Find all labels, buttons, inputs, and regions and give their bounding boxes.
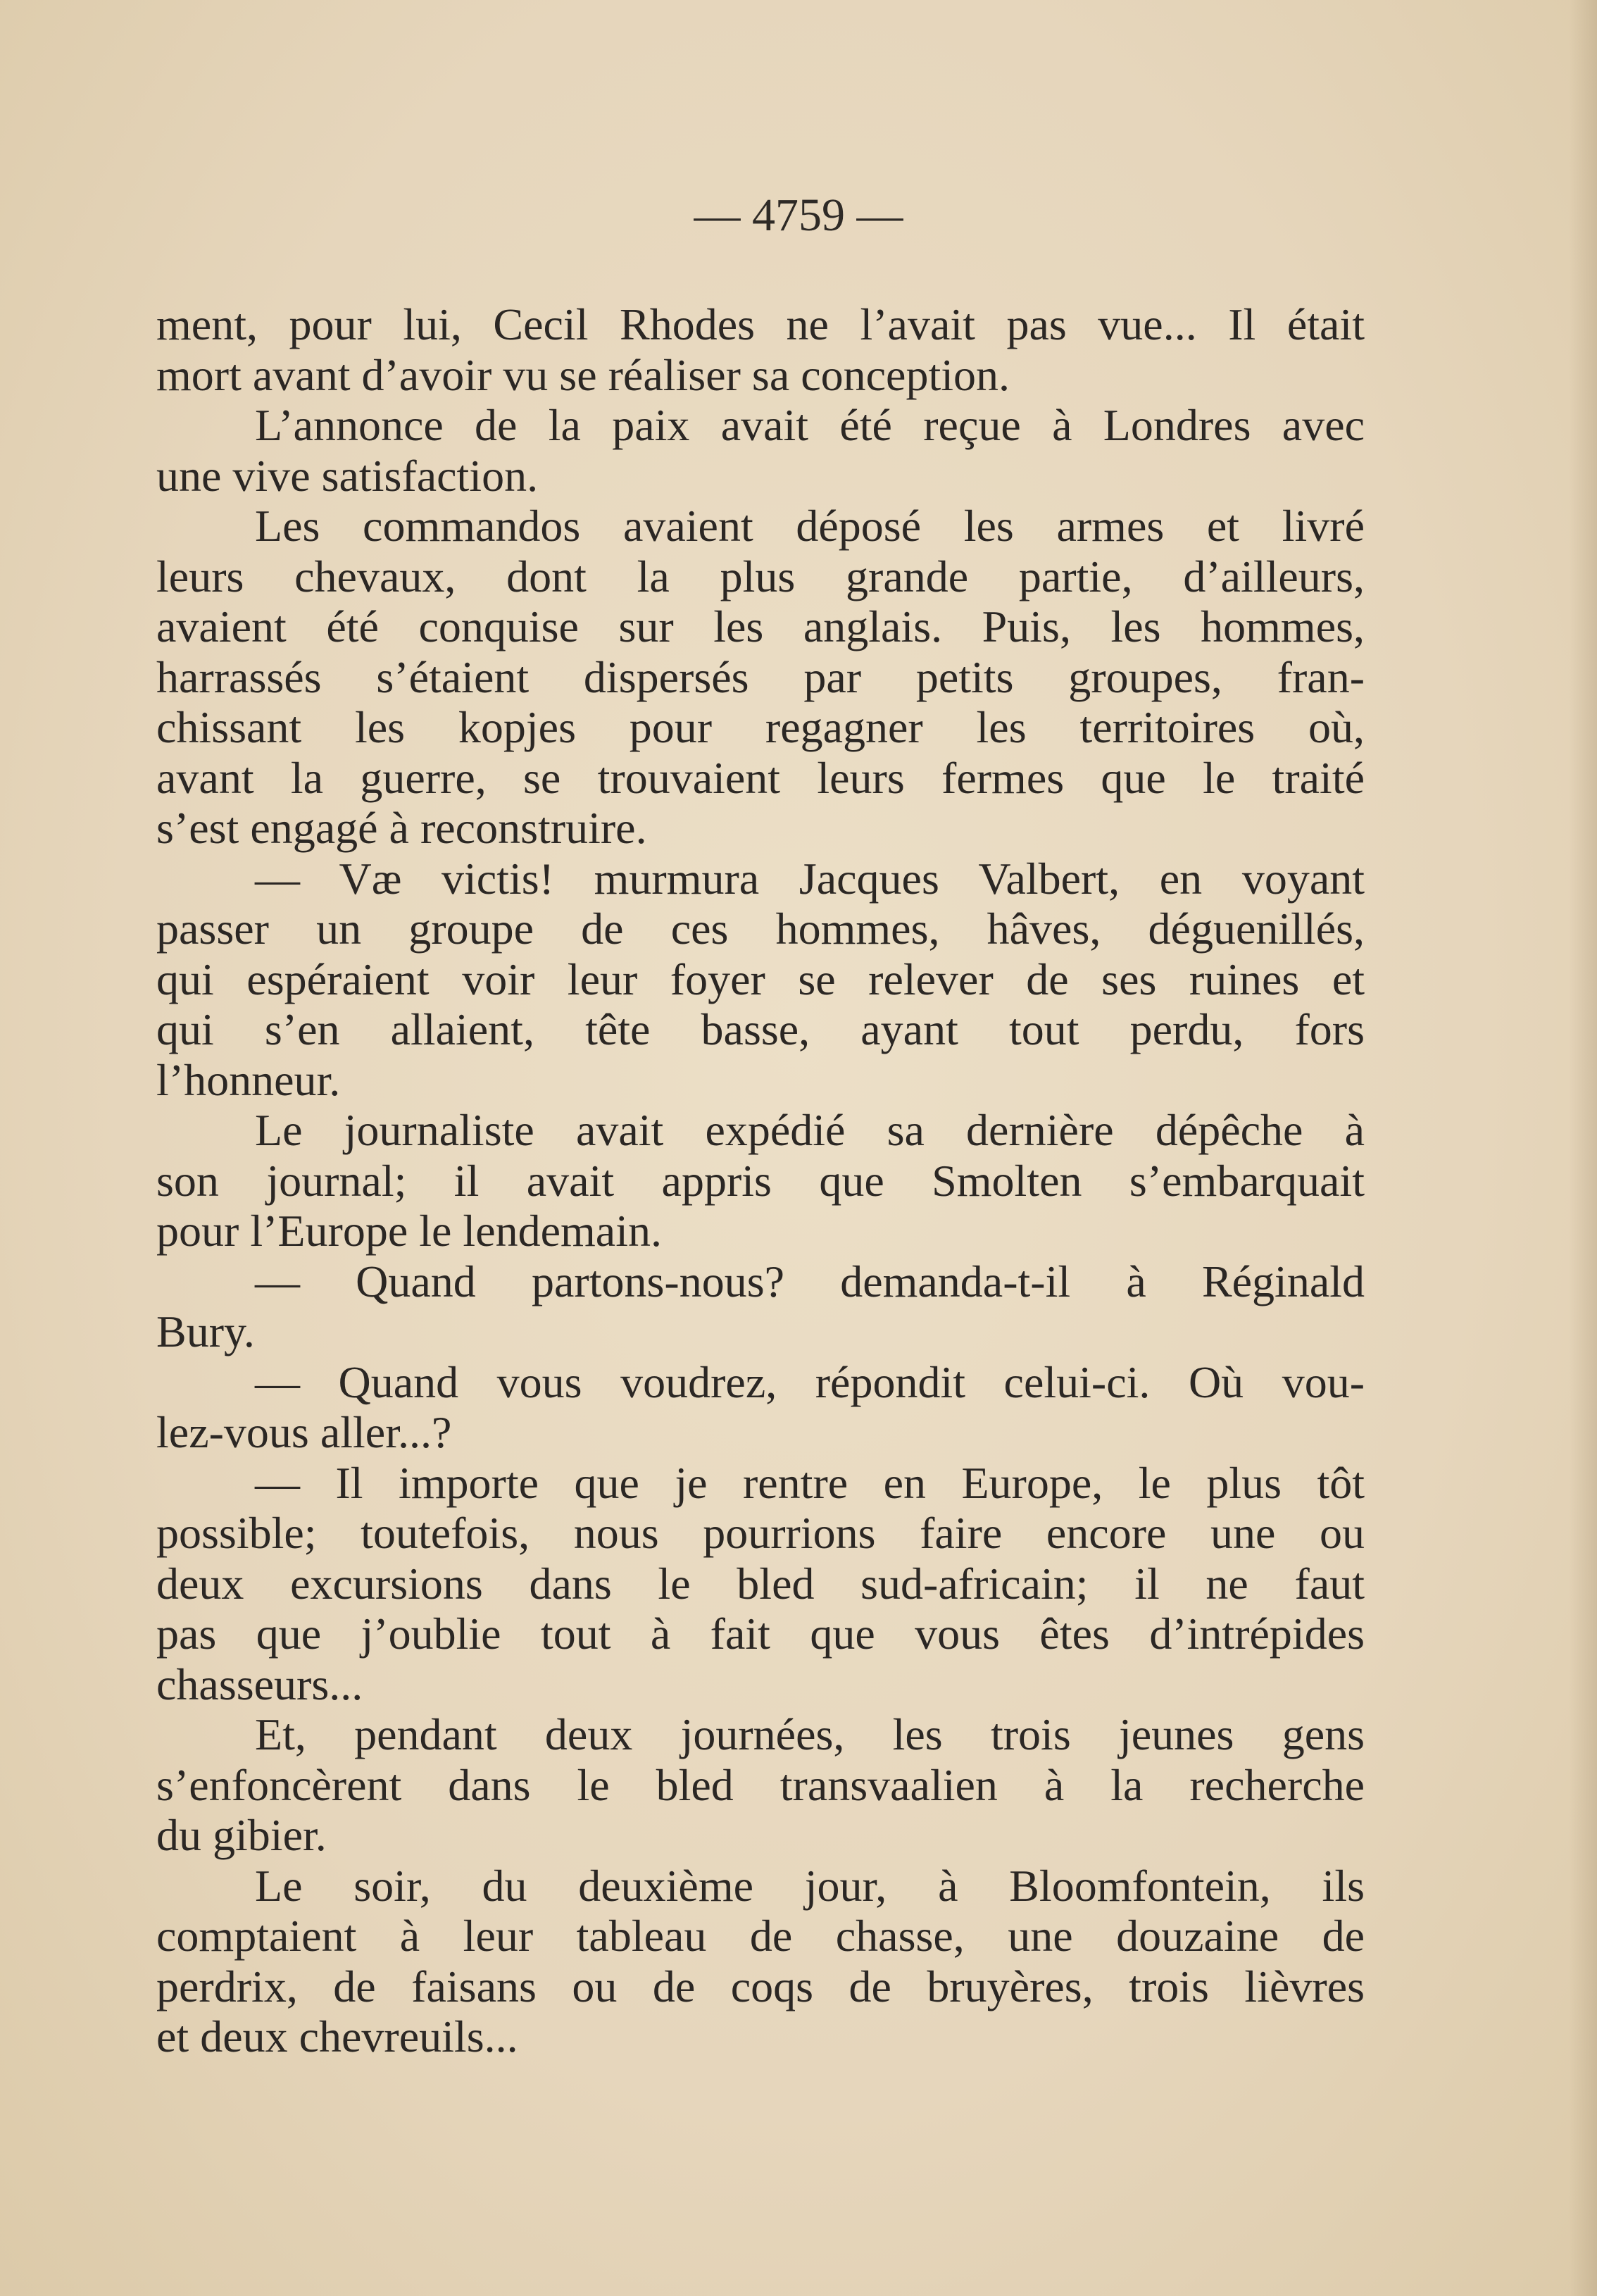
text-line: Le journaliste avait expédié sa dernière dépêche à	[255, 1105, 1365, 1155]
text-line: — Væ victis! murmura Jacques Valbert, en voyant	[255, 853, 1365, 904]
text-line: qui s’en allaient, tête basse, ayant tout perdu, fors	[156, 1004, 1365, 1054]
text-line: qui espéraient voir leur foyer se relever de ses ruines et	[156, 954, 1365, 1004]
text-line: avant la guerre, se trouvaient leurs fermes que le traité	[156, 752, 1365, 803]
text-line: L’annonce de la paix avait été reçue à Londres avec	[255, 400, 1365, 450]
text-line: pas que j’oublie tout à fait que vous êtes d’intrépides	[156, 1609, 1365, 1659]
text-line: une vive satisfaction.	[156, 450, 539, 501]
body-text	[156, 299, 1365, 2062]
text-line: du gibier.	[156, 1810, 327, 1860]
text-line: l’honneur.	[156, 1054, 341, 1105]
page-edge-shadow	[1569, 0, 1597, 2296]
text-line: — Quand vous voudrez, répondit celui-ci. Où vou-	[255, 1356, 1365, 1407]
text-line: pour l’Europe le lendemain.	[156, 1206, 662, 1256]
text-line: son journal; il avait appris que Smolten s’embarquait	[156, 1155, 1365, 1206]
text-line: harrassés s’étaient dispersés par petits groupes, fran-	[156, 651, 1365, 702]
text-line: Le soir, du deuxième jour, à Bloomfontein, ils	[255, 1860, 1365, 1911]
text-line: deux excursions dans le bled sud-africain; il ne faut	[156, 1558, 1365, 1609]
text-line: passer un groupe de ces hommes, hâves, déguenillés,	[156, 904, 1365, 954]
page-number: — 4759 —	[694, 189, 903, 241]
text-line: comptaient à leur tableau de chasse, une douzaine de	[156, 1911, 1365, 1961]
text-line: et deux chevreuils...	[156, 2011, 518, 2061]
text-line: s’enfoncèrent dans le bled transvaalien à la recherche	[156, 1759, 1365, 1810]
text-line: Et, pendant deux journées, les trois jeunes gens	[255, 1709, 1365, 1759]
text-line: ment, pour lui, Cecil Rhodes ne l’avait pas vue... Il était	[156, 299, 1365, 349]
text-line: chissant les kopjes pour regagner les territoires où,	[156, 702, 1365, 752]
text-line: lez-vous aller...?	[156, 1407, 452, 1457]
text-line: — Il importe que je rentre en Europe, le plus tôt	[255, 1457, 1365, 1508]
text-line: chasseurs...	[156, 1659, 363, 1709]
text-line: leurs chevaux, dont la plus grande partie, d’ailleurs,	[156, 551, 1365, 601]
text-line: Bury.	[156, 1306, 255, 1356]
text-line: perdrix, de faisans ou de coqs de bruyères, trois lièvres	[156, 1961, 1365, 2011]
text-line: Les commandos avaient déposé les armes et livré	[255, 501, 1365, 551]
text-line: avaient été conquise sur les anglais. Puis, les hommes,	[156, 601, 1365, 651]
text-line: mort avant d’avoir vu se réaliser sa conception.	[156, 349, 1010, 400]
text-line: — Quand partons-nous? demanda-t-il à Réginald	[255, 1256, 1365, 1306]
text-line: s’est engagé à reconstruire.	[156, 803, 647, 853]
text-line: possible; toutefois, nous pourrions faire encore une ou	[156, 1508, 1365, 1558]
